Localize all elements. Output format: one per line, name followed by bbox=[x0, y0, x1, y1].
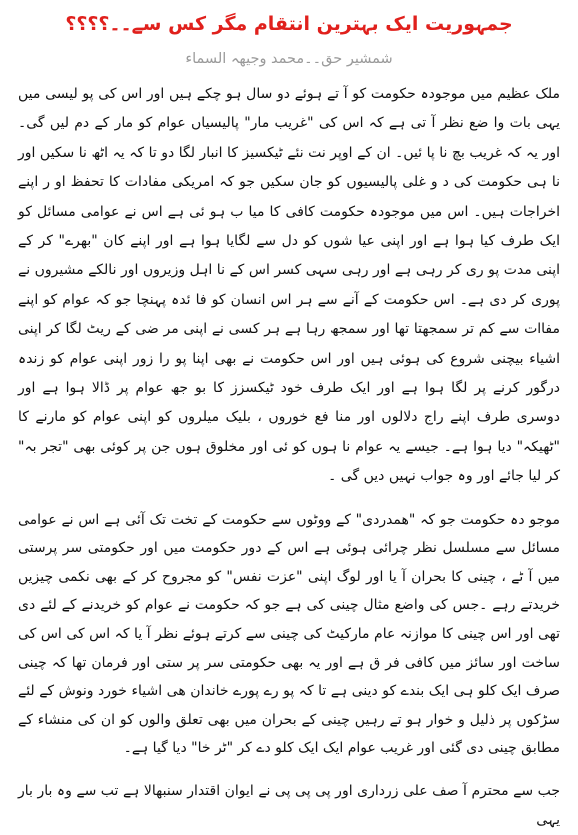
article-paragraph-1: ملک عظیم میں موجودہ حکومت کو آ تے ہوئے دو سال ہو چکے ہیں اور اس کی پو لیسی میں یہی بات وا ضع نظر آ تی ہے کہ اس کی "غریب مار" پالیسیاں عوام کو مار کے دم لیں گی۔ اور یہ کہ غریب بچ نا پا ئیں۔ ان کے اوپر نت نئے ٹیکسیز کا انبار لگا دو تا کہ یہ اٹھ نا سکیں اور نا ہی حکومت کی د و غلی پالیسیوں کو جان سکیں جو کہ امریکی مفادات کا تحفظ او ر اپنے اخراجات ہیں۔ اس میں موجودہ حکومت کافی کا میا ب ہو ئی ہے اس نے عوامی مسائل کو ایک طرف کیا ہوا ہے اور اپنی عیا شوں کو دل سے لگایا ہوا ہے اور اپنے کان "بھرے" کر کے اپنی مدت پو ری کر رہی ہے اور رہی سہی کسر اس کے نا اہل وزیروں اور نالکے مشیروں نے پوری کر دی ہے۔ اس حکومت کے آنے سے ہر اس انسان کو فا ئدہ پہنچا جو کہ عوام کو اپنے مفاات سے کم تر سمجھتا تھا اور سمجھ رہا ہے ہر کسی نے اپنی مر ضی کے ریٹ لگا کر اپنی اشیاء بیچنی شروع کی ہوئی ہیں اور اس حکومت نے بھی اپنا پو را زور اپنی عوام کو زندہ درگور کرنے پر لگا ہوا ہے اور ایک طرف خود ٹیکسزز کا بو جھ عوام پر ڈالا ہوا ہے اور دوسری طرف اپنے راج دلالوں اور منا فع خوروں ، بلیک میلروں کو اپنی عوام کو مارنے کا "ٹھیکہ" دیا ہوا ہے۔ جیسے یہ عوام نا ہوں کو ئی اور مخلوق ہوں جن پر کوئی بھی "تجر بہ" کر لیا جائے اور وہ جواب نہیں دیں گی ۔ bbox=[18, 86, 560, 485]
article-paragraph-3: جب سے محترم آ صف علی زرداری اور پی پی پی نے ایوان اقتدار سنبھالا ہے تب سے وہ بار بار یہی bbox=[18, 783, 560, 829]
article-paragraph-2: موجو دہ حکومت جو کہ "ھمدردی" کے ووٹوں سے حکومت کے تخت تک آئی ہے اس نے عوامی مسائل سے مسلسل نظر چرائی ہوئی ہے اس کے دور حکومت میں اور حکومتی سر پرستی میں آ ٹے ، چینی کا بحران آ یا اور لوگ اپنی "عزت نفس" کو مجروح کر کے بھی نکمی چیزیں خریدتے رہے ۔جس کی واضع مثال چینی کی ہے جو کہ حکومت نے عوام کو خریدنے کے لئے دی تھی اور اس چینی کا موازنہ عام مارکیٹ کی چینی سے کرتے ہوئے نظر آ یا کہ اس کی اس کی ساخت اور سائز میں کافی فر ق ہے اور یہ بھی حکومتی سر پر ستی اور فرمان تھا کہ چینی صرف ایک کلو ہی ایک بندے کو دینی ہے تا کہ پو رے پورے خاندان ھی اشیاء خورد ونوش کے لئے سڑکوں پر ذلیل و خوار ہو تے رہیں چینی کے بحران میں بھی تعلق والوں کو ان کی منشاء کے مطابق چینی دی گئی اور غریب عوام ایک ایک کلو دے کر "ٹر خا" دیا گیا ہے۔ bbox=[18, 511, 560, 757]
article-byline: شمشیر حق۔۔محمد وجیھہ السماء bbox=[185, 51, 393, 67]
article-title: جمہوریت ایک بہترین انتقام مگر کس سے۔۔؟؟؟؟ bbox=[65, 13, 513, 35]
